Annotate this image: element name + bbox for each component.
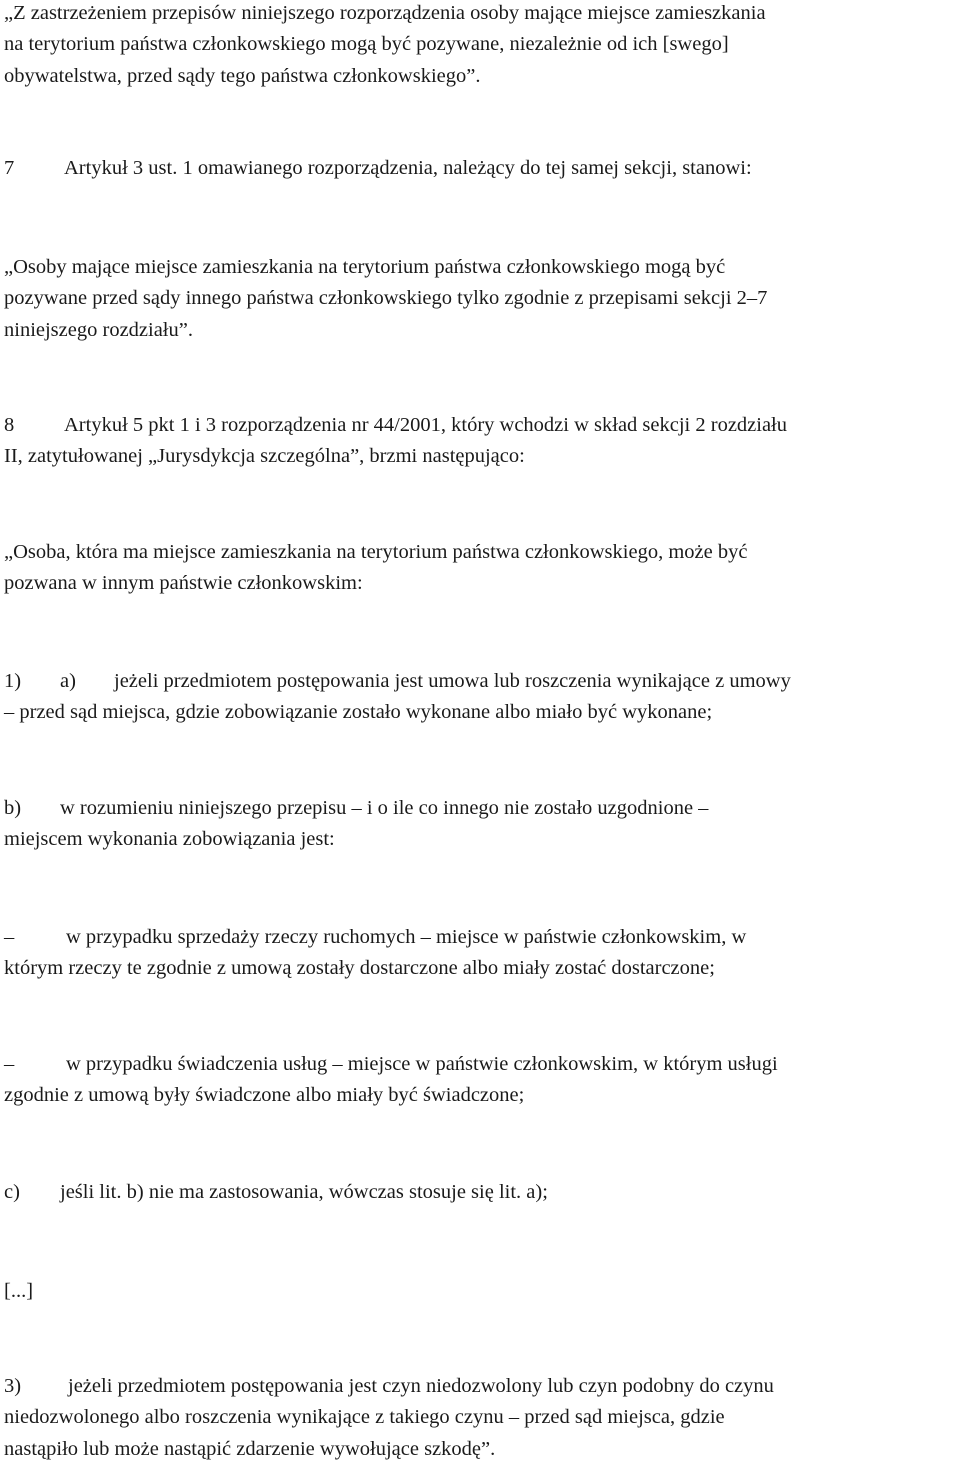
quote-article-5 xyxy=(4,537,954,600)
paragraph-quote-end xyxy=(4,0,954,92)
paragraph-8 xyxy=(4,410,954,473)
item-number: 3) xyxy=(4,1375,22,1397)
paragraph-number: 8 xyxy=(4,414,15,436)
text-line xyxy=(4,1177,954,1208)
text-line: [...] xyxy=(4,1280,34,1302)
item-text: w rozumieniu niniejszego przepisu – i o ile co innego nie zostało uzgodnione – xyxy=(60,797,709,819)
paragraph-7 xyxy=(4,153,954,184)
dash-marker: – xyxy=(4,1053,15,1075)
text-line: niniejszego rozdziału”. xyxy=(4,318,193,341)
item-letter: c) xyxy=(4,1181,20,1203)
text-line: „Osoba, która ma miejsce zamieszkania na terytorium państwa członkowskiego, może być xyxy=(4,541,748,563)
text-line xyxy=(4,1371,954,1402)
item-letter: a) xyxy=(60,670,76,692)
dash-item-goods xyxy=(4,922,954,985)
item-text: w przypadku świadczenia usług – miejsce w państwie członkowskim, w którym usługi xyxy=(66,1053,778,1075)
text-line: pozywane przed sądy innego państwa członkowskiego tylko zgodnie z przepisami sekcji 2–7 xyxy=(4,287,768,310)
item-number: 1) xyxy=(4,670,22,692)
text-line: II, zatytułowanej „Jurysdykcja szczególna”, brzmi następująco: xyxy=(4,445,525,468)
text-line: którym rzeczy te zgodnie z umową zostały dostarczone albo miały zostać dostarczone; xyxy=(4,957,715,980)
text-line: miejscem wykonania zobowiązania jest: xyxy=(4,828,335,851)
item-text: jeżeli przedmiotem postępowania jest umowa lub roszczenia wynikające z umowy xyxy=(114,670,791,692)
text-line: obywatelstwa, przed sądy tego państwa członkowskiego”. xyxy=(4,64,481,87)
item-text: w przypadku sprzedaży rzeczy ruchomych – miejsce w państwie członkowskim, w xyxy=(66,926,747,948)
dash-item-services xyxy=(4,1049,954,1112)
omission-marker xyxy=(4,1276,954,1307)
item-text: jeśli lit. b) nie ma zastosowania, wówczas stosuje się lit. a); xyxy=(60,1181,548,1203)
list-item-1b xyxy=(4,793,954,856)
text-line: „Z zastrzeżeniem przepisów niniejszego rozporządzenia osoby mające miejsce zamieszkania xyxy=(4,2,766,24)
text-line xyxy=(4,153,954,184)
text-line xyxy=(4,922,954,953)
text-line xyxy=(4,1049,954,1080)
paragraph-number: 7 xyxy=(4,157,15,179)
text-line xyxy=(4,410,954,441)
text-line: pozwana w innym państwie członkowskim: xyxy=(4,572,363,595)
paragraph-text: Artykuł 5 pkt 1 i 3 rozporządzenia nr 44/2001, który wchodzi w skład sekcji 2 rozdziału xyxy=(64,414,788,436)
item-letter: b) xyxy=(4,797,22,819)
text-line: – przed sąd miejsca, gdzie zobowiązanie zostało wykonane albo miało być wykonane; xyxy=(4,701,713,724)
list-item-1c xyxy=(4,1177,954,1208)
quote-article-3 xyxy=(4,252,954,346)
text-line: nastąpiło lub może nastąpić zdarzenie wywołujące szkodę”. xyxy=(4,1437,496,1460)
text-line: na terytorium państwa członkowskiego mogą być pozywane, niezależnie od ich [swego] xyxy=(4,33,729,56)
text-line xyxy=(4,666,954,697)
text-line: niedozwolonego albo roszczenia wynikające z takiego czynu – przed sąd miejsca, gdzie xyxy=(4,1406,725,1429)
text-line xyxy=(4,793,954,824)
dash-marker: – xyxy=(4,926,15,948)
text-line: „Osoby mające miejsce zamieszkania na terytorium państwa członkowskiego mogą być xyxy=(4,256,726,278)
item-text: jeżeli przedmiotem postępowania jest czyn niedozwolony lub czyn podobny do czynu xyxy=(68,1375,774,1397)
list-item-1a xyxy=(4,666,954,729)
paragraph-text: Artykuł 3 ust. 1 omawianego rozporządzenia, należący do tej samej sekcji, stanowi: xyxy=(64,157,752,179)
list-item-3 xyxy=(4,1371,954,1465)
text-line: zgodnie z umową były świadczone albo miały być świadczone; xyxy=(4,1084,525,1107)
